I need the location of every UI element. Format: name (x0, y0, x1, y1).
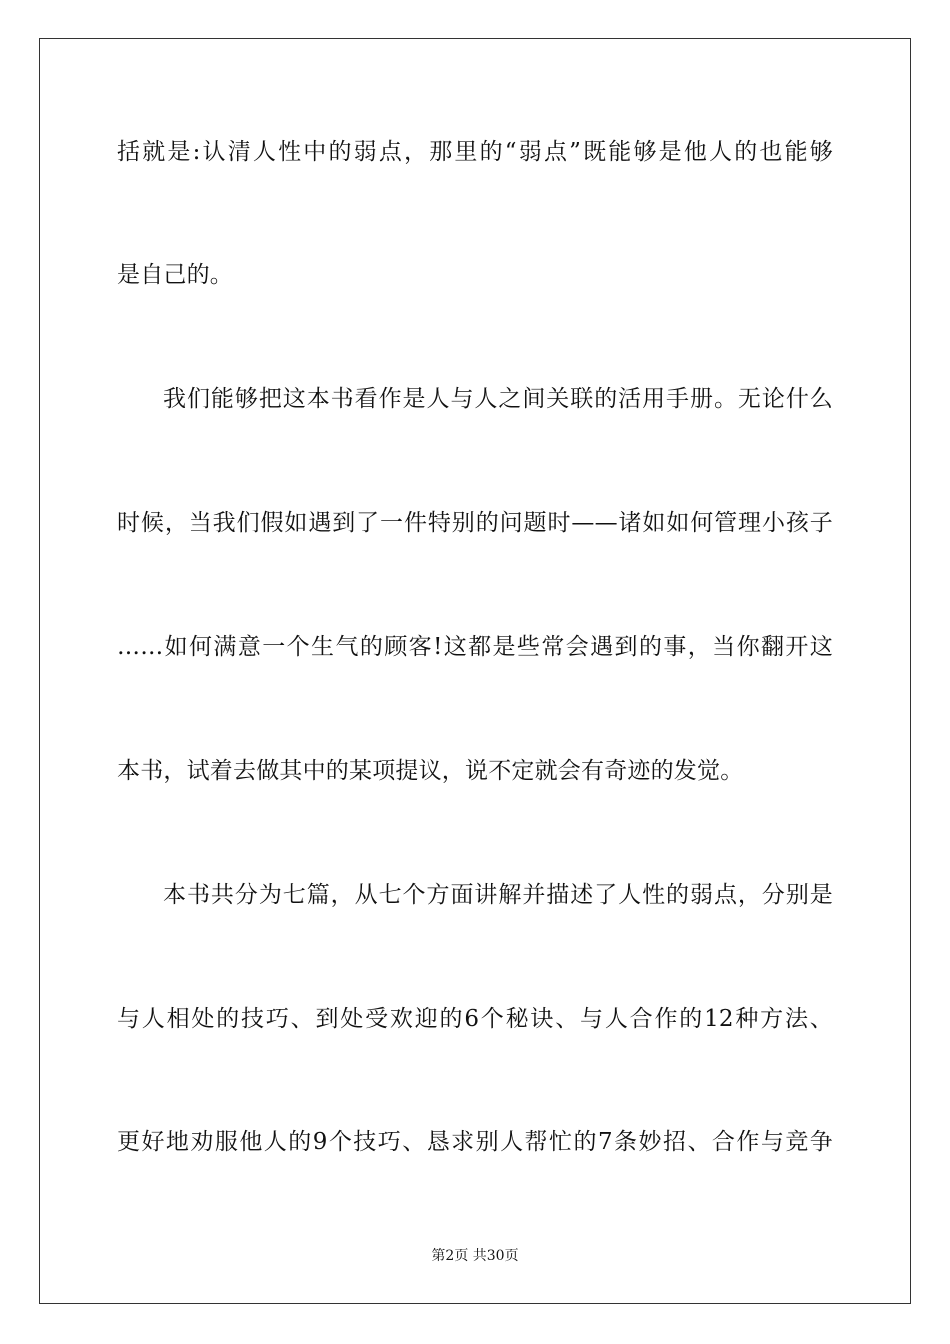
text-line-4: 时候，当我们假如遇到了一件特别的问题时——诸如如何管理小孩子 (117, 510, 833, 536)
page-border (39, 38, 911, 1304)
text-line-6: 本书，试着去做其中的某项提议，说不定就会有奇迹的发觉。 (117, 758, 744, 784)
text-line-8: 与人相处的技巧、到处受欢迎的6个秘诀、与人合作的12种方法、 (117, 1006, 833, 1032)
text-line-9: 更好地劝服他人的9个技巧、恳求别人帮忙的7条妙招、合作与竞争 (117, 1129, 833, 1155)
text-line-5: ……如何满意一个生气的顾客!这都是些常会遇到的事，当你翻开这 (117, 634, 833, 660)
page-footer: 第2页 共30页 (431, 1248, 519, 1264)
text-line-3: 我们能够把这本书看作是人与人之间关联的活用手册。无论什么 (163, 386, 833, 412)
text-line-1: 括就是:认清人性中的弱点，那里的“弱点”既能够是他人的也能够 (117, 139, 833, 165)
text-line-7: 本书共分为七篇，从七个方面讲解并描述了人性的弱点，分别是 (163, 882, 833, 908)
text-line-2: 是自己的。 (117, 262, 233, 288)
